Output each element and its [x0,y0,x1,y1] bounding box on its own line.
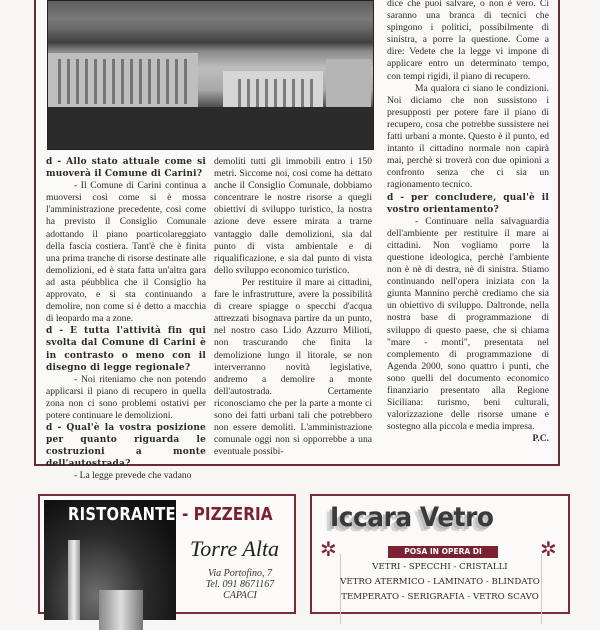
article-column-3 [387,0,549,445]
interview-answer: - Noi riteniamo che non potendo applicarsi il piano di recupero in quella zona non ci sono problemi ostativi per potere continuare le demolizioni. [46,373,206,421]
tower-shape [68,540,80,620]
restaurant-name: Torre Alta [190,536,280,561]
restaurant-contact [190,568,290,601]
interview-question: d - E tutta l'attività fin qui svolta dal Comune di Carini è in contrasto o meno con il disegno di legge regionale? [46,326,206,373]
service-line: TEMPERATO - SERIGRAFIA - VETRO SCAVO [341,592,539,602]
article-paragraph: dice che puoi salvare, o non è vero. Ci saranno una branca di tecnici che spingono i politici, possibilmente di sinistra, a porre la questione. Come a dire: Vedete che la legge vi impone di applicare entro un determinato tempo, con tempi rigidi, il piano di recupero. [387,0,549,82]
interview-question: d - per concludere, qual'è il vostro orientamento? [387,192,549,215]
castle-shape [99,590,143,630]
restaurant-phone: Tel. 091 8671167 [205,579,275,590]
building [326,59,371,114]
article-column-1 [46,156,206,483]
ad-title-ristorante: RISTORANTE [68,504,176,525]
interview-answer: - Continuare nella salvaguardia dell'ambiente per restituire il mare ai cittadini. Non vogliamo porre la questione ideologica, perchè l'ambiente non è nè di destra, nè di sinistra. Stiamo continuando nell'opera iniziata con la giunta Mannino perchè crediamo che sia un obiettivo di sviluppo. Daltronde, nella nostra base di programmazione di sviluppo di questo paese, che si chiama "mare - monti", presentata nel complemento di programmazione di Agenda 2000, sono quattro i punti, che sono quelli del documento economico finanziario presentato alla Regione Siciliana: turismo, beni culturali, valorizzazione delle risorse umane e sostegno alla piccola e media impresa. [387,215,549,433]
article-paragraph: Ma qualora ci siano le condizioni. Noi diciamo che non sussistono i presupposti per potere fare il piano di recupero, cosa che potrebbe sussistere nei fatti urbani a monte. Questo è il punto, ed intanto il cittadino normale non capirà mai, perchè si troverà con due opinioni a confronto senza che ci sia un ragionamento tecnico. [387,82,549,191]
restaurant-city: CAPACI [223,590,257,601]
author-signature: P.C. [532,434,549,445]
brand-logo: Iccara Vetro [330,502,494,533]
interview-answer: - La legge prevede che vadano [74,470,192,482]
article-column-2 [214,156,372,458]
ad-title-pizzeria: - PIZZERIA [182,504,273,525]
building-windows [58,59,193,104]
article-paragraph: Per restituire il mare ai cittadini, fare le infrastrutture, avere la possibilità di creare spiagge o specchi d'acqua attrezzati bisognava partire da un punto, nel nostro caso Lido Azzurro Milioti, non trascurando che finita la demolizione lungo il litorale, se non interverranno novità legislative, andremo a demolire a monte dell'autostrada. Certamente riconosciamo che per la parte a monte ci sono dei fatti urbani tali che potrebbero non essere demoliti. L'amministrazione comunale oggi non si opporrebbe a una eventuale possibi- [214,276,372,458]
star-ornament-icon: ✲ [540,539,557,561]
interview-answer: - Il Comune di Carini continua a muoversi così come si è mossa l'amministrazione precedente, così come ha previsto il Consiglio Comunale adottando il piano poarticolareggiato della fascia costiera. Tant'è che è finita una prima tranche di risorse destinate alle demolizioni, ed è stata fatta un'altra gara ad asta péubblica che il Consiglio ha approvato, e si sta continuando a demolire, non come si è detto a macchia di leopardo ma a zone. [46,180,206,325]
service-list [322,560,558,605]
article-paragraph: demoliti tutti gli immobili entro i 150 metri. Siccome noi, così come ha dettato anche il Consiglio Comunale, dobbiamo concentrare le nostre risorse a quegli obiettivi di sviluppo turistico, la nostra azione deve essere mirata a trarne vantaggio dalle demolizioni, sia dal punto di vista ambientale e di riqualificazione, e sia dal punto di vista dello sviluppo economico turistico. [214,156,372,276]
interview-question: d - Qual'è la vostra posizione per quanto riguarda le costruzioni a monte dell'autostrada? [46,423,206,470]
star-ornament-icon: ✲ [320,539,337,561]
trees [48,107,373,149]
ad-iccara-vetro [310,494,570,614]
service-line: VETRO ATERMICO - LAMINATO - BLINDATO [340,577,540,587]
interview-question: d - Allo stato attuale come si muoverà il Comune di Carini? [46,157,206,180]
article-photo [47,0,374,150]
ad-ristorante-torre-alta [38,494,296,614]
ad-banner: POSA IN OPERA DI [388,546,498,558]
service-line: VETRI - SPECCHI - CRISTALLI [372,562,508,572]
restaurant-address: Via Portofino, 7 [208,568,272,579]
